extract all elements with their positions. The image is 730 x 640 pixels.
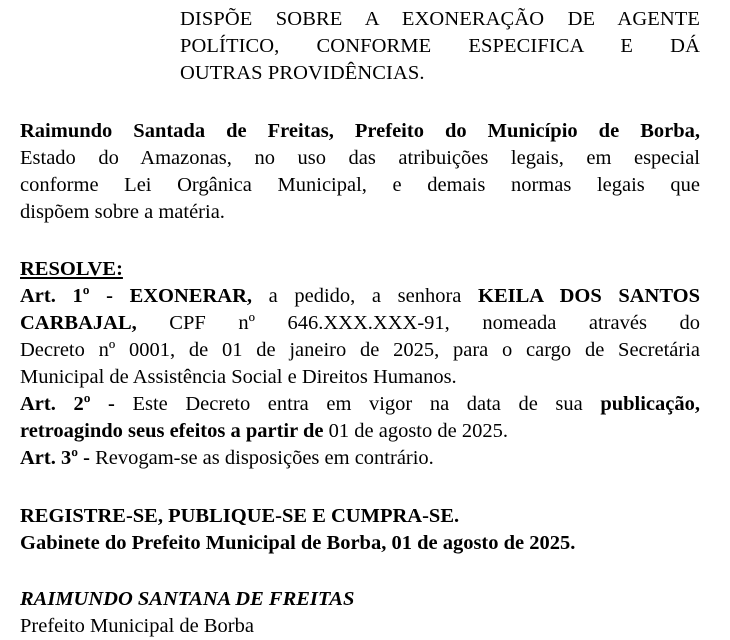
closing-line-1: REGISTRE-SE, PUBLIQUE-SE E CUMPRA-SE. <box>20 505 460 527</box>
article-1-label: Art. 1º - EXONERAR, <box>20 285 253 307</box>
article-2-text-a: Este Decreto entra em vigor na data de sua <box>132 393 601 415</box>
article-1-name-b: CARBAJAL, <box>20 312 137 334</box>
preamble-line-2: Estado do Amazonas, no uso das atribuições legais, em especial <box>20 147 700 169</box>
summary-line-2: POLÍTICO, CONFORME ESPECIFICA E DÁ <box>180 35 700 57</box>
article-1-name-a: KEILA DOS SANTOS <box>478 285 700 307</box>
decree-document <box>20 0 700 640</box>
preamble-author: Raimundo Santada de Freitas, Prefeito do Município de Borba, <box>20 120 700 142</box>
article-2-line-2 <box>20 418 700 445</box>
decree-summary <box>180 6 700 87</box>
signatory-name: RAIMUNDO SANTANA DE FREITAS <box>20 588 355 610</box>
summary-line-1: DISPÕE SOBRE A EXONERAÇÃO DE AGENTE <box>180 8 700 30</box>
signature-block <box>20 586 700 640</box>
article-1-line-2 <box>20 310 700 337</box>
resolve-label: RESOLVE: <box>20 258 123 280</box>
preamble <box>20 118 700 226</box>
closing-line-2: Gabinete do Prefeito Municipal de Borba, 01 de agosto de 2025. <box>20 532 576 554</box>
article-3-text: Revogam-se as disposições em contrário. <box>95 447 434 469</box>
preamble-line-4: dispõem sobre a matéria. <box>20 201 225 223</box>
article-2-bold-a: publicação, <box>600 393 700 415</box>
article-3-line <box>20 445 700 472</box>
article-1-text-b: CPF nº 646.XXX.XXX-91, nomeada através do <box>136 312 700 334</box>
article-2-label: Art. 2º - <box>20 393 133 415</box>
resolve-section <box>20 256 700 472</box>
preamble-line-3: conforme Lei Orgânica Municipal, e demais normas legais que <box>20 174 700 196</box>
article-2-text-b: 01 de agosto de 2025. <box>323 420 508 442</box>
article-2-bold-b: retroagindo seus efeitos a partir de <box>20 420 324 442</box>
signatory-title: Prefeito Municipal de Borba <box>20 615 254 637</box>
article-3-label: Art. 3º - <box>20 447 96 469</box>
closing-section <box>20 503 700 557</box>
summary-line-3: OUTRAS PROVIDÊNCIAS. <box>180 62 425 84</box>
article-2-line-1 <box>20 391 700 418</box>
article-1-line-3: Decreto nº 0001, de 01 de janeiro de 2025, para o cargo de Secretária <box>20 339 700 361</box>
article-1-line-1 <box>20 283 700 310</box>
article-1-text-a: a pedido, a senhora <box>252 285 478 307</box>
article-1-line-4: Municipal de Assistência Social e Direitos Humanos. <box>20 366 457 388</box>
